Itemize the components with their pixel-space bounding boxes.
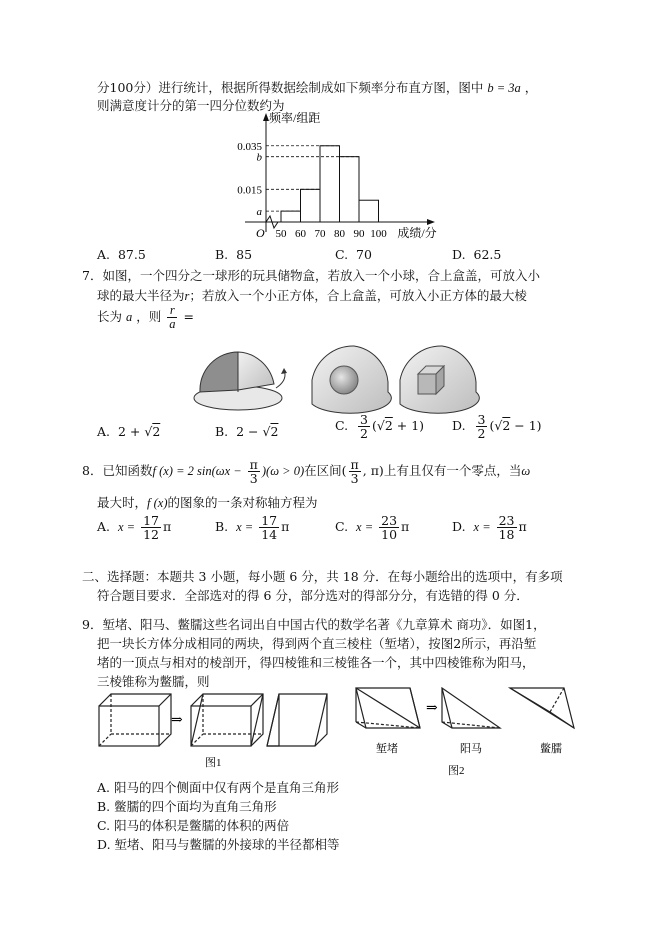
y-tick-label: a [256, 206, 262, 219]
frac-num: π [350, 457, 359, 472]
arrow-icon: ⇒ [171, 713, 183, 728]
option-label: D. [452, 247, 466, 262]
option-label: B. [215, 247, 229, 262]
q7-line2-text: 球的最大半径为 [97, 288, 185, 303]
option-fraction [379, 514, 399, 541]
option-fraction [141, 514, 161, 541]
q7-figures [192, 340, 482, 418]
option-tail: − 1) [510, 418, 542, 434]
histogram [225, 110, 445, 245]
pi: π [281, 519, 290, 535]
frac-num: 3 [360, 412, 368, 427]
paren: ( [489, 418, 495, 434]
q7-line3 [97, 304, 194, 331]
q7-ratio-den: a [169, 317, 176, 332]
q9-line2: 把一块长方体分成相同的两块，得到两个直三棱柱（堑堵），按图2所示，再沿堑 [97, 636, 537, 651]
q8-condition: )(ω > 0) [261, 464, 305, 479]
frac-den: 14 [261, 527, 278, 543]
q7-option-a[interactable] [97, 424, 160, 439]
figure-1-label: 图1 [205, 757, 222, 769]
x-tick-label: 50 [275, 228, 287, 240]
label-qiandu: 堑堵 [376, 743, 398, 755]
q8-fx: f (x) [147, 496, 168, 510]
option-text: 85 [236, 247, 253, 262]
pi: π [401, 519, 410, 535]
option-label: A. [97, 780, 111, 795]
q8-option-b[interactable] [215, 514, 289, 541]
q7-line3-text: 长为 [97, 309, 123, 325]
histogram-bar [359, 200, 379, 222]
q8-phase-fraction [248, 458, 260, 485]
radicand: 2 [384, 418, 393, 434]
q9-option-c[interactable] [97, 816, 289, 834]
q8-number: 8． [82, 463, 103, 479]
option-text: 62.5 [473, 247, 502, 262]
q8-line1 [82, 458, 530, 485]
q7-ratio [167, 304, 177, 331]
q9-line1 [82, 615, 546, 633]
option-label: C. [335, 247, 349, 262]
q9-line4: 三棱锥称为鳖臑，则 [97, 674, 210, 689]
frac-num: 23 [381, 513, 398, 528]
paren: ( [341, 463, 347, 479]
yangma-figure [442, 688, 500, 728]
option-text: 2 − [236, 424, 263, 439]
q8-interval-end: , π) [362, 463, 384, 479]
frac-den: 3 [350, 471, 359, 487]
histogram-xlabel: 成绩/分 [397, 226, 437, 240]
option-fraction [358, 413, 370, 440]
option-label: B. [97, 799, 111, 814]
option-var: x = [236, 520, 254, 535]
option-text: 堑堵、阳马与鳖臑的外接球的半径都相等 [114, 837, 340, 852]
q6-line1-end: ， [524, 80, 538, 95]
option-label: C. [335, 418, 349, 434]
qiandu-figure [356, 688, 420, 728]
q6-option-d[interactable] [452, 247, 501, 262]
option-label: C. [335, 519, 349, 535]
q8-text: 已知函数 [102, 463, 153, 479]
x-tick-label: 70 [314, 228, 326, 240]
q6-line2: 则满意度计分的第一四分位数约为 [97, 98, 285, 113]
paren: ( [372, 418, 377, 434]
option-label: C. [97, 818, 111, 833]
figure-2-label: 图2 [448, 765, 465, 777]
q7-line2-rest: ；若放入一个小正方体，合上盒盖，可放入小正方体的最大棱 [189, 288, 527, 303]
label-yangma: 阳马 [460, 743, 482, 755]
q9-number: 9． [82, 617, 103, 632]
frac-den: 2 [477, 426, 486, 442]
q8-option-c[interactable] [335, 514, 409, 541]
pi: π [518, 519, 527, 535]
histogram-ylabel: 频率/组距 [269, 111, 321, 125]
option-label: D. [452, 519, 466, 535]
q9-line1-text: 堑堵、阳马、鳖臑这些名词出自中国古代的数学名著《九章算术 商功》．如图1， [102, 617, 546, 632]
histogram-bar [281, 211, 301, 222]
option-label: D. [452, 418, 466, 434]
q9-line3: 堵的一顶点与相对的棱剖开，得四棱锥和三棱锥各一个，其中四棱锥称为阳马， [97, 655, 535, 670]
q9-figure-2 [350, 682, 580, 782]
q8-interval-fraction [349, 458, 361, 485]
frac-den: 10 [381, 527, 398, 543]
q7-option-d[interactable] [452, 413, 542, 440]
radicand: 2 [152, 424, 161, 439]
option-label: B. [215, 519, 229, 535]
frac-num: 17 [143, 513, 159, 528]
section-2-line2: 符合题目要求．全部选对的得 6 分，部分选对的得部分分，有选错的得 0 分． [97, 588, 529, 603]
q8-line2-text: 最大时， [97, 495, 148, 510]
radicand: 2 [270, 424, 279, 439]
histogram-bars [281, 146, 379, 222]
histogram-origin: O [256, 226, 265, 240]
y-tick-label: 0.035 [237, 140, 262, 153]
histogram-bar [301, 189, 321, 222]
option-text: 阳马的四个侧面中仅有两个是直角三角形 [114, 780, 340, 795]
quarter-sphere-cube-figure [400, 346, 479, 413]
sqrt-icon: √ [376, 418, 385, 434]
label-bienao: 鳖臑 [540, 743, 562, 755]
sqrt-icon: √ [494, 418, 503, 434]
q9-option-a[interactable] [97, 778, 339, 796]
q6-option-c[interactable] [335, 247, 372, 262]
prism-pair-b [267, 694, 327, 746]
q8-omega: ω [521, 464, 531, 479]
frac-num: 23 [498, 513, 515, 528]
option-text: 阳马的体积是鳖臑的体积的两倍 [114, 818, 290, 833]
q6-condition: b = 3a [487, 81, 521, 95]
q9-figure-1 [95, 690, 340, 770]
q6-line1 [97, 78, 537, 96]
q7-ratio-num: r [167, 304, 177, 318]
q7-line3-rest: ，则 [136, 309, 162, 325]
frac-num: π [249, 457, 258, 472]
histogram-bar [340, 157, 360, 222]
option-label: A. [97, 519, 111, 535]
quarter-sphere-ball-figure [312, 346, 391, 413]
option-var: x = [356, 520, 374, 535]
histogram-x-ticks [276, 228, 388, 240]
q7-var-a: a [126, 310, 133, 325]
frac-den: 2 [360, 426, 368, 442]
q7-line2 [97, 286, 527, 304]
option-text: 鳖臑的四个面均为直角三角形 [114, 799, 277, 814]
frac-num: 17 [261, 513, 278, 528]
q8-function: f (x) = 2 sin(ωx − [152, 464, 242, 479]
cuboid [99, 694, 171, 746]
q7-line1-text: 如图，一个四分之一球形的玩具储物盒，若放入一个小球，合上盒盖，可放入小 [102, 268, 540, 283]
y-tick-label: 0.015 [237, 184, 262, 197]
option-fraction [476, 413, 488, 440]
x-tick-label: 100 [370, 228, 387, 240]
frac-den: 12 [143, 527, 159, 543]
q6-option-b[interactable] [215, 247, 252, 262]
option-label: B. [215, 424, 229, 439]
histogram-bar [320, 146, 340, 222]
option-label: D. [97, 837, 111, 852]
histogram-y-ticks [237, 141, 262, 218]
q7-equals: = [183, 309, 194, 325]
option-label: A. [97, 424, 111, 439]
option-var: x = [473, 520, 491, 535]
option-fraction [497, 514, 517, 541]
q9-option-b[interactable] [97, 797, 277, 815]
option-text: 87.5 [117, 247, 146, 262]
option-fraction [259, 514, 279, 541]
x-tick-label: 80 [334, 228, 345, 240]
q6-line1-text: 分100分）进行统计，根据所得数据绘制成如下频率分布直方图，图中 [97, 80, 484, 95]
frac-den: 3 [249, 471, 258, 487]
section-2-heading: 二、选择题：本题共 3 小题，每小题 6 分，共 18 分．在每小题给出的选项中，有多项 [82, 569, 563, 584]
x-tick-label: 90 [353, 228, 365, 240]
prism-pair-a [191, 694, 263, 746]
frac-num: 3 [477, 412, 486, 427]
q9-option-d[interactable] [97, 835, 340, 853]
option-var: x = [117, 520, 136, 535]
q8-option-d[interactable] [452, 514, 527, 541]
q6-option-a[interactable] [97, 247, 146, 262]
option-tail: + 1) [392, 418, 425, 434]
q7-number: 7． [82, 268, 103, 283]
pi: π [162, 519, 172, 535]
sqrt-icon: √ [144, 424, 153, 439]
option-text: 2 + [117, 424, 145, 439]
sqrt-icon: √ [262, 424, 271, 439]
option-label: A. [97, 247, 111, 262]
y-tick-label: b [256, 151, 262, 164]
q8-line2 [97, 493, 318, 511]
option-text: 70 [356, 247, 372, 262]
q7-var-r: r [184, 289, 190, 303]
q7-line1 [82, 266, 540, 284]
q8-line2-rest: 的图象的一条对称轴方程为 [167, 495, 318, 510]
quarter-sphere-open-figure [194, 352, 287, 410]
q8-option-a[interactable] [97, 514, 171, 541]
arrow-icon: ⇒ [426, 701, 438, 716]
x-tick-label: 60 [295, 228, 306, 240]
q7-option-c[interactable] [335, 413, 424, 440]
bienao-figure [510, 688, 574, 728]
radicand: 2 [502, 418, 511, 434]
q8-text-interval: 在区间 [304, 463, 342, 479]
frac-den: 18 [498, 527, 515, 543]
q8-text-rest: 上有且仅有一个零点，当 [383, 463, 522, 479]
q7-option-b[interactable] [215, 424, 278, 439]
